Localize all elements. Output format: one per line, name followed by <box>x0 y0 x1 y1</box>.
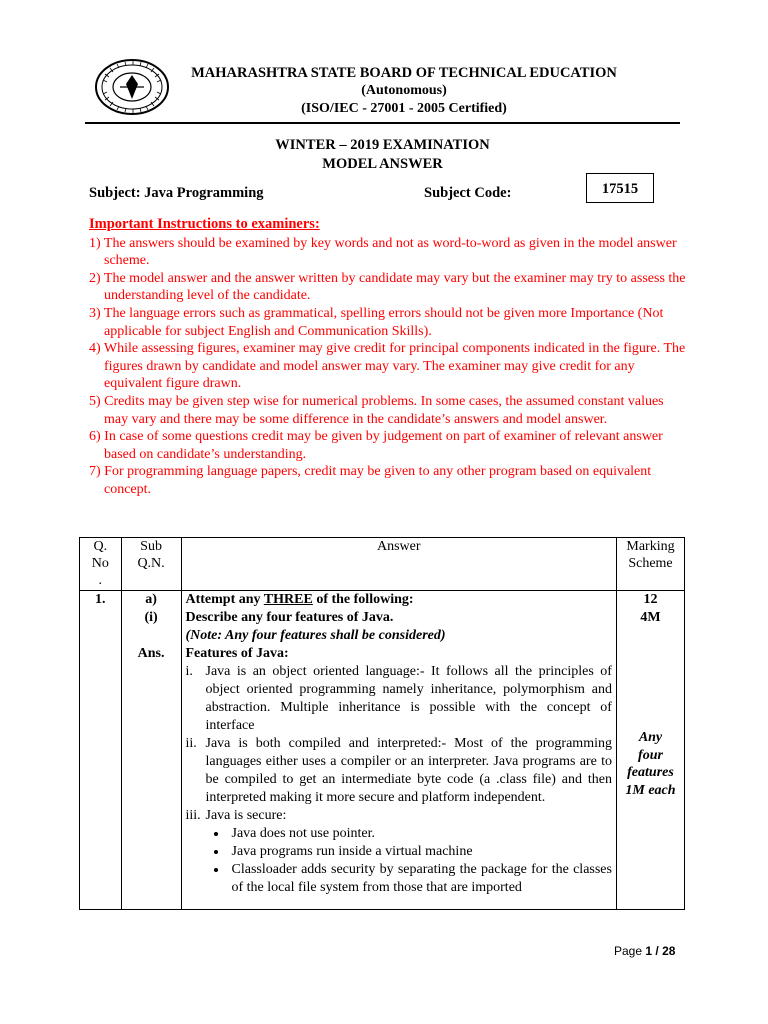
feature-label: iii. <box>185 808 201 823</box>
attempt-instruction <box>186 591 612 609</box>
feature-text: Java is an object oriented language:- It follows all the principles of object oriented programming namely inheritance, polymorphism and abstraction. Multiple inheritance is possible with the concept of interface <box>205 664 612 733</box>
list-item: • Java programs run inside a virtual machine <box>228 843 612 861</box>
subject-code-label: Subject Code: <box>424 185 512 201</box>
instruction-item: 3) The language errors such as grammatical, spelling errors should not be given more Importance (Not applicable for subject English and Communication Skills). <box>89 305 664 339</box>
table-row <box>80 591 685 910</box>
exam-subtitle: MODEL ANSWER <box>322 156 443 172</box>
instruction-item: 6) In case of some questions credit may be given by judgement on part of examiner of relevant answer based on candidate’s understanding. <box>89 429 663 462</box>
subquestion-cell <box>121 591 181 910</box>
attempt-prefix: Attempt any <box>185 592 264 607</box>
page-word: Page <box>614 944 643 958</box>
subject-code-box: 17515 <box>586 173 654 203</box>
instruction-item: 2) The model answer and the answer written by candidate may vary but the examiner may try to assess the understanding level of the candidate. <box>89 270 686 304</box>
feature-label: ii. <box>185 736 197 751</box>
marks-note-line: Any <box>638 730 663 745</box>
header-marking-line: Marking <box>626 539 675 554</box>
security-bullet-list <box>186 825 612 897</box>
feature-label: i. <box>185 664 193 679</box>
model-answer-table <box>79 537 685 910</box>
table-header-row <box>80 538 685 591</box>
page-number <box>614 944 675 958</box>
answer-tag: Ans. <box>137 646 165 661</box>
question-text: Describe any four features of Java. <box>185 610 394 625</box>
header-sub-line: Sub <box>140 539 162 554</box>
examiner-instructions <box>89 216 689 499</box>
marks-question: 4M <box>640 610 661 625</box>
feature-text: Java is both compiled and interpreted:- Most of the programming languages either uses a compiler or an interpreter. Java programs are to be compiled to get an intermediate byte code (a .class file) and then interpreted making it more secure and platform independent. <box>205 736 612 805</box>
marking-cell <box>616 591 684 910</box>
question-number: 1. <box>95 592 106 607</box>
marks-note <box>621 729 680 799</box>
header-block <box>176 64 632 118</box>
feature-item <box>186 663 612 735</box>
page-current: 1 <box>645 944 653 958</box>
marks-total: 12 <box>643 592 658 607</box>
certification-label: (ISO/IEC - 27001 - 2005 Certified) <box>301 101 507 116</box>
marks-note-line: features <box>627 765 674 780</box>
instruction-item: 7) For programming language papers, credit may be given to any other program based on equivalent concept. <box>89 464 652 497</box>
subject-label: Subject: Java Programming <box>89 185 264 201</box>
page-separator: / <box>652 944 663 958</box>
subquestion-letter: a) <box>145 592 157 607</box>
header-sub-line: Q.N. <box>137 556 165 571</box>
header-divider <box>85 122 680 124</box>
instruction-item: 1) The answers should be examined by key words and not as word-to-word as given in the model answer scheme. <box>89 235 677 269</box>
header-marking-line: Scheme <box>628 556 673 571</box>
features-heading: Features of Java: <box>185 646 289 661</box>
instruction-item: 4) While assessing figures, examiner may give credit for principal components indicated in the figure. The figures drawn by candidate and model answer may vary. The examiner may give credit for any equivalent figure drawn. <box>89 341 686 392</box>
attempt-count: THREE <box>263 592 313 607</box>
autonomous-label: (Autonomous) <box>361 83 447 98</box>
header-answer: Answer <box>181 538 616 591</box>
msbte-logo <box>93 58 171 116</box>
header-qno-line: Q. <box>93 539 108 554</box>
instruction-item: 5) Credits may be given step wise for numerical problems. In some cases, the assumed constant values may vary and there may be some difference in the candidate’s answers and model answer. <box>89 393 664 427</box>
question-note: (Note: Any four features shall be considered) <box>185 628 446 643</box>
marks-note-line: four <box>638 747 663 763</box>
header-qno-line: No <box>91 556 109 571</box>
feature-item <box>186 807 612 825</box>
page-total: 28 <box>662 944 676 958</box>
exam-title: WINTER – 2019 EXAMINATION <box>275 137 490 153</box>
marks-note-line: 1M each <box>625 782 676 798</box>
instructions-heading: Important Instructions to examiners: <box>89 216 320 232</box>
header-subqno <box>121 538 181 591</box>
attempt-suffix: of the following: <box>312 592 414 607</box>
header-qno <box>80 538 122 591</box>
list-item: • Java does not use pointer. <box>228 825 612 843</box>
list-item: • Classloader adds security by separating the package for the classes of the local file system from those that are imported <box>228 861 612 897</box>
exam-title-block <box>85 136 680 174</box>
question-number-cell <box>80 591 122 910</box>
feature-item <box>186 735 612 807</box>
board-name: MAHARASHTRA STATE BOARD OF TECHNICAL EDUCATION <box>191 65 617 81</box>
subquestion-roman: (i) <box>144 610 158 625</box>
answer-cell <box>181 591 616 910</box>
header-qno-line: . <box>98 573 103 588</box>
feature-text: Java is secure: <box>205 808 287 823</box>
header-marking-scheme <box>616 538 684 591</box>
